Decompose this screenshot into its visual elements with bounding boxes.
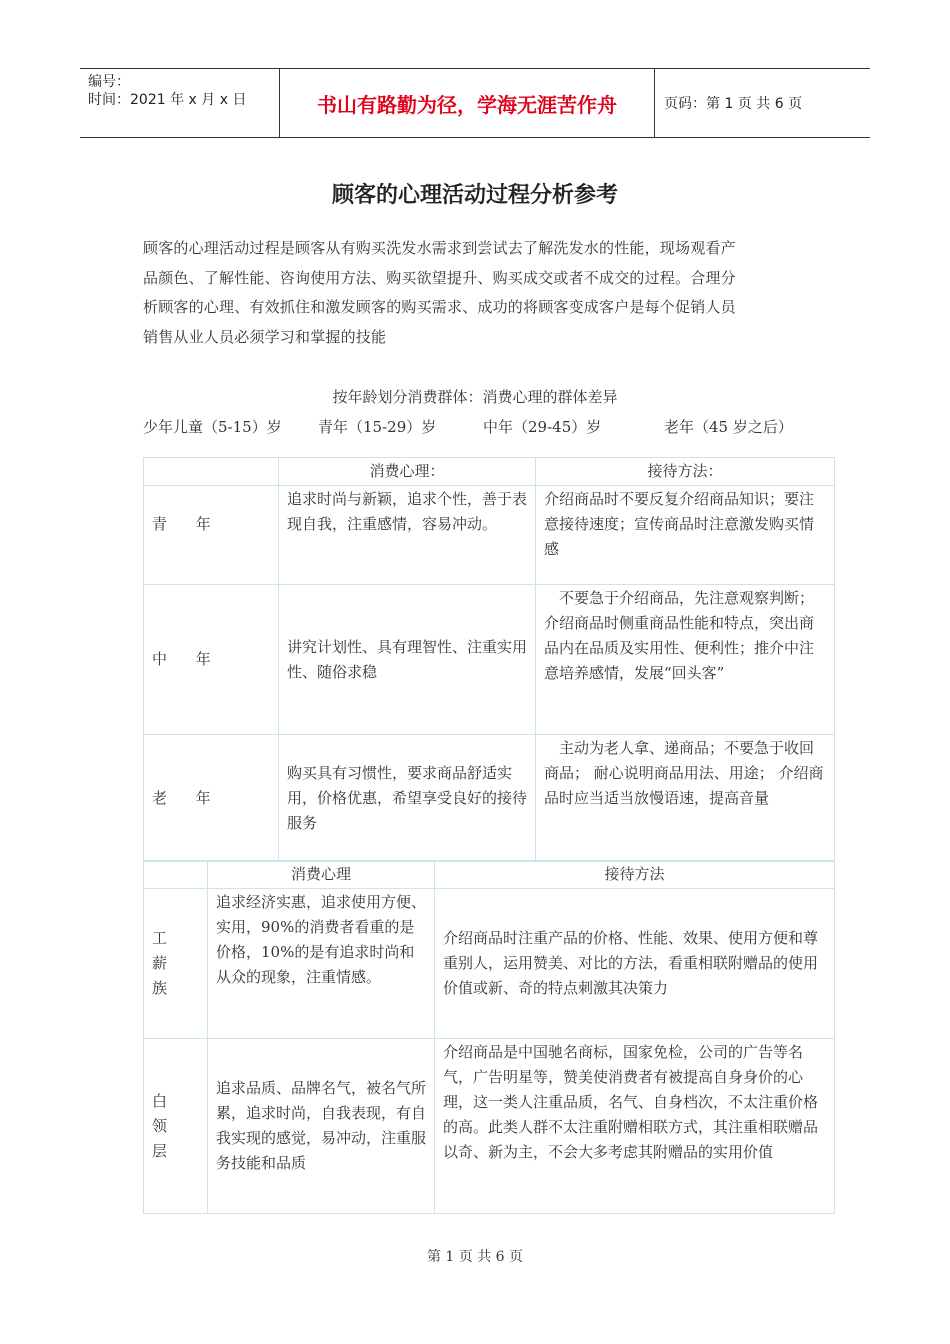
method-cell: 不要急于介绍商品，先注意观察判断；介绍商品时侧重商品性能和特点，突出商品内在品质及实用性、便利性；推介中注意培养感情，发展“回头客” — [536, 585, 835, 735]
table-header-cell: 消费心理 — [208, 861, 435, 889]
document-title: 顾客的心理活动过程分析参考 — [331, 183, 618, 208]
psychology-cell: 追求品质、品牌名气，被名气所累，追求时尚，自我表现，有自我实现的感觉，易冲动，注重服务技能和品质 — [208, 1039, 435, 1214]
age-group-youth: 青年（15-29）岁 — [318, 418, 437, 436]
psychology-cell: 追求时尚与新颖，追求个性，善于表现自我，注重感情，容易冲动。 — [279, 486, 536, 585]
intro-line: 顾客的心理活动过程是顾客从有购买洗发水需求到尝试去了解洗发水的性能，现场观看产 — [143, 239, 736, 257]
table-header-cell: 消费心理： — [279, 458, 536, 486]
table-header-row — [144, 861, 835, 889]
psychology-cell: 讲究计划性、具有理智性、注重实用性、随俗求稳 — [279, 585, 536, 735]
table-header-row — [144, 458, 835, 486]
table-row — [144, 735, 835, 862]
group-cell: 工 薪族 — [144, 889, 208, 1039]
group-cell: 中 年 — [144, 585, 279, 735]
group-cell: 白 领层 — [144, 1039, 208, 1214]
age-group-children: 少年儿童（5-15）岁 — [143, 418, 282, 436]
occupation-psychology-table — [143, 860, 835, 1214]
header-meta — [80, 69, 280, 137]
age-group-elder: 老年（45 岁之后） — [664, 418, 793, 436]
date-label: 时间：2021 年 x 月 x 日 — [88, 92, 247, 108]
page-header — [80, 68, 870, 138]
group-cell: 青 年 — [144, 486, 279, 585]
table-row — [144, 889, 835, 1039]
table-row — [144, 585, 835, 735]
method-cell: 主动为老人拿、递商品；不要急于收回商品； 耐心说明商品用法、用途； 介绍商品时应当适当放慢语速，提高音量 — [536, 735, 835, 862]
section-subtitle: 按年龄划分消费群体：消费心理的群体差异 — [332, 388, 618, 406]
number-label: 编号： — [88, 74, 130, 90]
intro-paragraph — [143, 234, 808, 352]
group-cell: 老 年 — [144, 735, 279, 862]
table-row — [144, 1039, 835, 1214]
table-header-cell — [144, 861, 208, 889]
intro-line: 品颜色、了解性能、咨询使用方法、购买欲望提升、购买成交或者不成交的过程。合理分 — [143, 268, 736, 287]
method-cell: 介绍商品时注重产品的价格、性能、效果、使用方便和尊重别人，运用赞美、对比的方法，看重相联附赠品的使用价值或新、奇的特点刺激其决策力 — [435, 889, 835, 1039]
table-header-cell: 接待方法 — [435, 861, 835, 889]
table-header-cell — [144, 458, 279, 486]
psychology-cell: 购买具有习惯性，要求商品舒适实用，价格优惠，希望享受良好的接待服务 — [279, 735, 536, 862]
table-row — [144, 486, 835, 585]
header-page-label: 页码：第 1 页 共 6 页 — [664, 96, 803, 112]
psychology-cell: 追求经济实惠，追求使用方便、实用，90%的消费者看重的是价格，10%的是有追求时尚和从众的现象，注重情感。 — [208, 889, 435, 1039]
page-footer: 第 1 页 共 6 页 — [426, 1249, 524, 1265]
method-cell: 介绍商品是中国驰名商标，国家免检，公司的广告等名气，广告明星等，赞美使消费者有被提高自身身价的心理，这一类人注重品质，名气、自身档次，不太注重价格的高。此类人群不太注重附赠相联方式，其注重相联赠品以奇、新为主，不会大多考虑其附赠品的实用价值 — [435, 1039, 835, 1214]
intro-line: 析顾客的心理、有效抓住和激发顾客的购买需求、成功的将顾客变成客户是每个促销人员 — [143, 298, 736, 316]
intro-line: 销售从业人员必须学习和掌握的技能 — [143, 327, 387, 346]
table-header-cell: 接待方法： — [536, 458, 835, 486]
method-cell: 介绍商品时不要反复介绍商品知识；要注意接待速度；宣传商品时注意激发购买情感 — [536, 486, 835, 585]
age-group-middle: 中年（29-45）岁 — [483, 418, 602, 436]
age-psychology-table — [143, 457, 835, 862]
header-slogan: 书山有路勤为径，学海无涯苦作舟 — [280, 69, 655, 137]
